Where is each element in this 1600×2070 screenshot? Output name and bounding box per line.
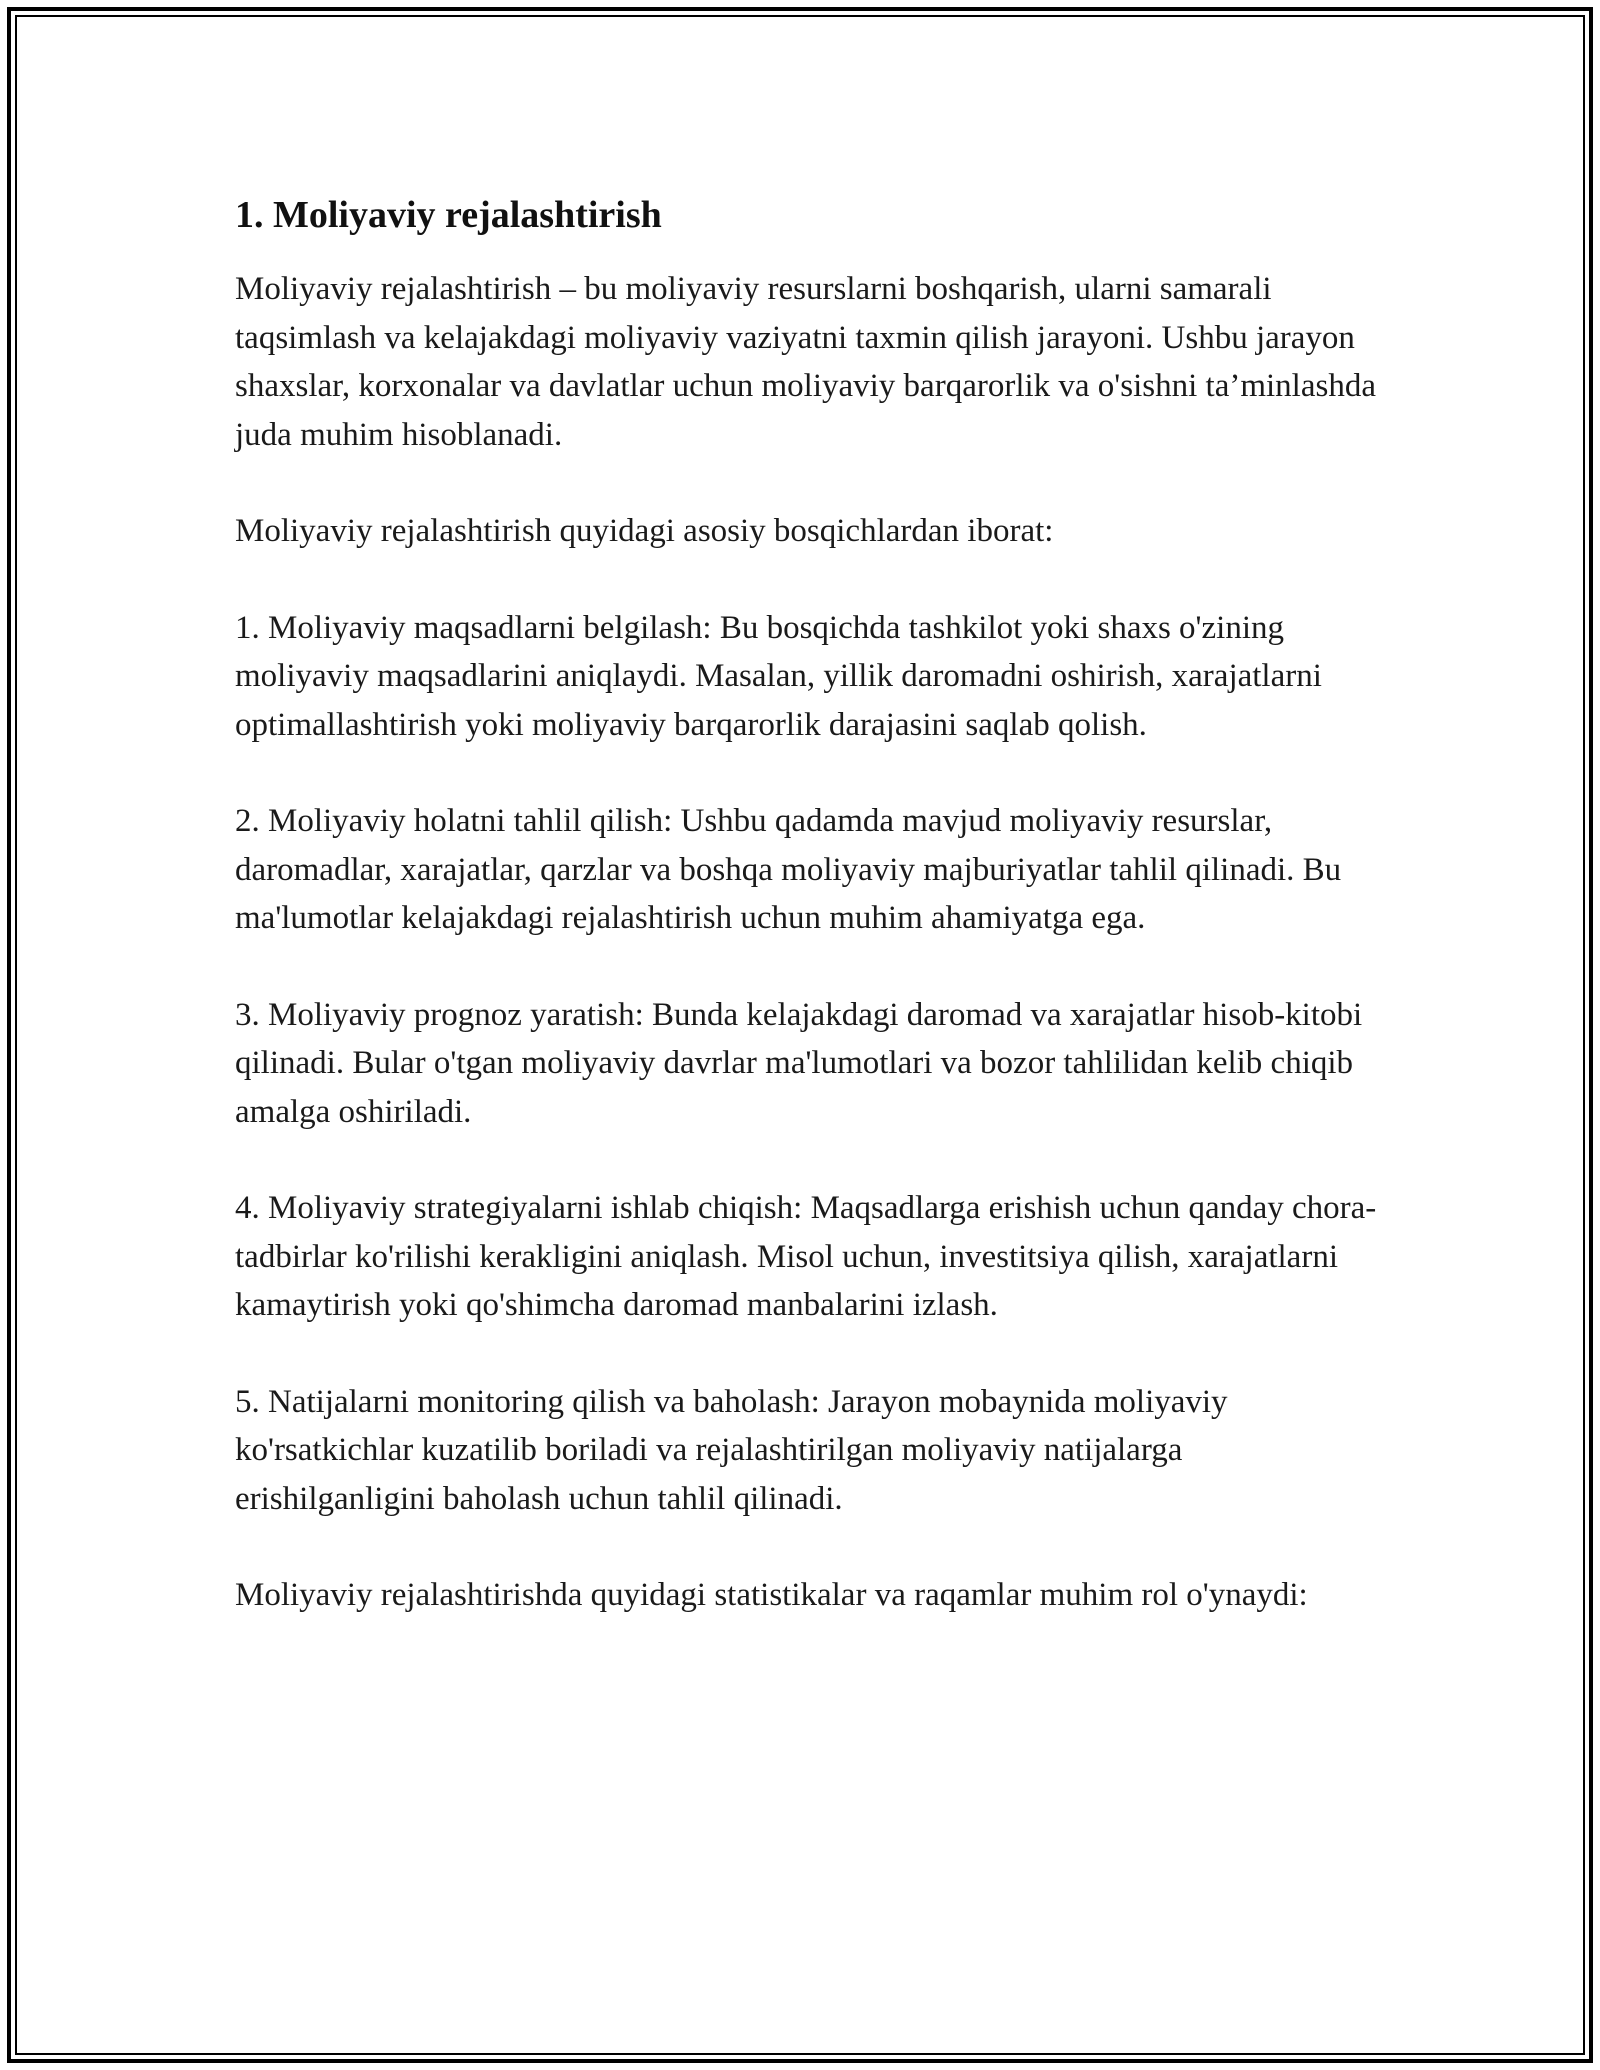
statistics-intro-paragraph: Moliyaviy rejalashtirishda quyidagi statistikalar va raqamlar muhim rol o'ynaydi: — [235, 1577, 1308, 1613]
stage-4-paragraph: 4. Moliyaviy strategiyalarni ishlab chiqish: Maqsadlarga erishish uchun qanday chora-tadbirlar ko'rilishi kerakligini aniqlash. Misol uchun, investitsiya qilish, xarajatlarni kamaytirish yoki qo'shimcha daromad manbalarini izlash. — [235, 1190, 1377, 1323]
stage-2-paragraph: 2. Moliyaviy holatni tahlil qilish: Ushbu qadamda mavjud moliyaviy resurslar, daromadlar, xarajatlar, qarzlar va boshqa moliyaviy majburiyatlar tahlil qilinadi. Bu ma'lumotlar kelajakdagi rejalashtirish uchun muhim ahamiyatga ega. — [235, 803, 1342, 936]
stage-3-paragraph: 3. Moliyaviy prognoz yaratish: Bunda kelajakdagi daromad va xarajatlar hisob-kitobi qilinadi. Bular o'tgan moliyaviy davrlar ma'lumotlari va bozor tahlilidan kelib chiqib amalga oshiriladi. — [235, 996, 1363, 1130]
document-body — [235, 185, 1385, 1668]
section-heading: 1. Moliyaviy rejalashtirish — [235, 194, 662, 236]
intro-paragraph: Moliyaviy rejalashtirish – bu moliyaviy resurslarni boshqarish, ularni samarali taqsimlash va kelajakdagi moliyaviy vaziyatni taxmin qilish jarayoni. Ushbu jarayon shaxslar, korxonalar va davlatlar uchun moliyaviy barqarorlik va o'sishni ta’minlashda juda muhim hisoblanadi. — [235, 271, 1376, 453]
stage-1-paragraph: 1. Moliyaviy maqsadlarni belgilash: Bu bosqichda tashkilot yoki shaxs o'zining moliyaviy maqsadlarini aniqlaydi. Masalan, yillik daromadni oshirish, xarajatlarni optimallashtirish yoki moliyaviy barqarorlik darajasini saqlab qolish. — [235, 609, 1322, 743]
stages-intro-paragraph: Moliyaviy rejalashtirish quyidagi asosiy bosqichlardan iborat: — [235, 513, 1054, 549]
stage-5-paragraph: 5. Natijalarni monitoring qilish va baholash: Jarayon mobaynida moliyaviy ko'rsatkichlar kuzatilib boriladi va rejalashtirilgan moliyaviy natijalarga erishilganligini baholash uchun tahlil qilinadi. — [235, 1383, 1228, 1517]
